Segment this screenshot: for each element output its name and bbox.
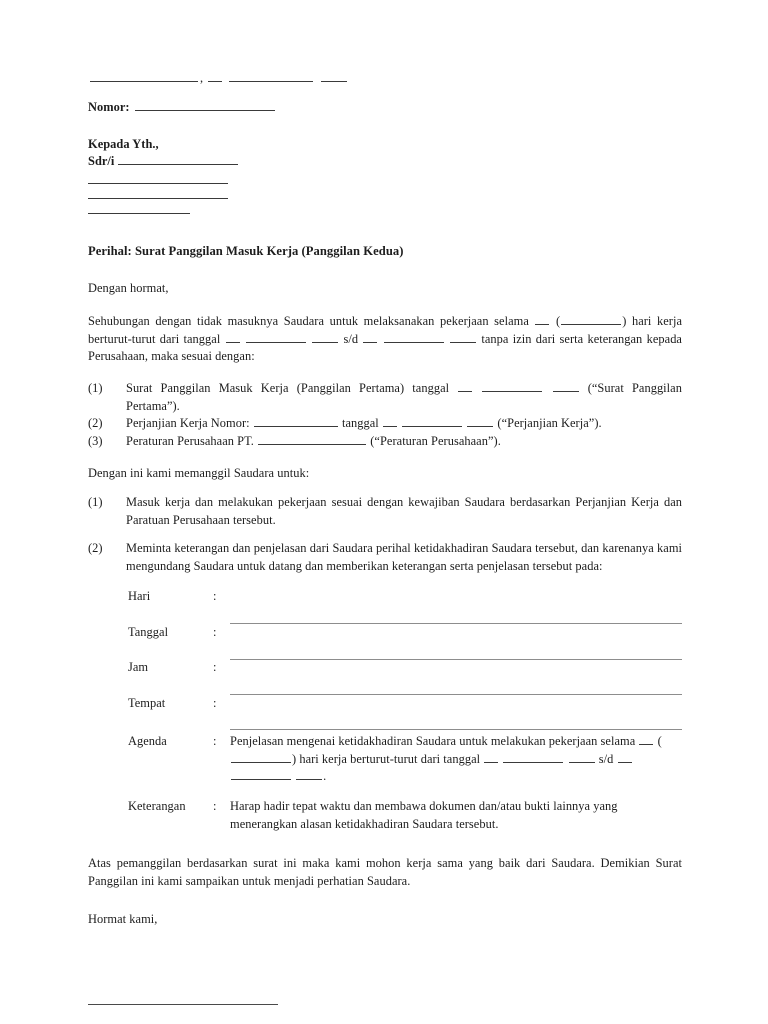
meeting-details-table [128, 588, 682, 833]
field-row-tanggal [128, 624, 682, 659]
field-label-keterangan: Keterangan [128, 799, 186, 814]
intro-to-year-blank [450, 332, 476, 343]
agenda-part-1: Penjelasan mengenai ketidakhadiran Saudara untuk melakukan pekerjaan selama [230, 734, 636, 749]
address-blank-line-1 [88, 183, 228, 184]
agenda-to-year-blank [296, 769, 322, 780]
agenda-to-month-blank [231, 769, 291, 780]
field-label-hari: Hari [128, 589, 151, 604]
field-colon-hari: : [213, 589, 217, 604]
reference-2-part-1: Perjanjian Kerja Nomor: [126, 416, 250, 431]
intro-to-month-blank [384, 332, 444, 343]
intro-from-day-blank [226, 332, 240, 343]
reference-index-3: (3) [88, 433, 103, 448]
reference-body-3 [126, 433, 682, 451]
month-blank [229, 71, 313, 82]
intro-paragraph: Sehubungan dengan tidak masuknya Saudara untuk melaksanakan pekerjaan selama ( ) hari kerja berturut-turut dari tanggal s/d tanpa izin dari serta keterangan kepada Perusahaan, maka sesuai dengan: [88, 314, 682, 364]
reference-body-1 [126, 380, 682, 415]
agenda-from-day-blank [484, 752, 498, 763]
reference-item-1 [88, 380, 682, 415]
field-row-tempat [128, 695, 682, 730]
address-blank-line-3 [88, 213, 190, 214]
intro-to-day-blank [363, 332, 377, 343]
closing-paragraph: Atas pemanggilan berdasarkan surat ini maka kami mohon kerja sama yang baik dari Saudara. Demikian Surat Panggilan ini kami sampaikan untuk menjadi perhatian Saudara. [88, 856, 682, 888]
intro-days-words-blank [561, 314, 621, 325]
agenda-to-day-blank [618, 752, 632, 763]
demand-index-2: (2) [88, 541, 103, 556]
reference-1-day-blank [458, 381, 472, 392]
intro-part-2: hari kerja berturut-turut dari tanggal [88, 314, 682, 346]
field-value-keterangan: Harap hadir tepat waktu dan membawa dokumen dan/atau bukti lainnya yang menerangkan alasan ketidakhadiran Saudara tersebut. [230, 799, 618, 831]
intro-part-1: Sehubungan dengan tidak masuknya Saudara untuk melaksanakan pekerjaan selama [88, 314, 529, 329]
kepada-label: Kepada Yth., [88, 137, 159, 151]
reference-2-year-blank [467, 416, 493, 427]
intro-part-4: tanpa izin dari serta keterangan kepada Perusahaan, maka sesuai dengan: [88, 331, 682, 364]
sdr-blank [118, 153, 238, 164]
agenda-days-words-blank [231, 752, 291, 763]
reference-index-2: (2) [88, 416, 103, 431]
field-row-hari [128, 588, 682, 623]
agenda-part-2: ) hari kerja berturut-turut dari tanggal [292, 751, 481, 766]
date-comma: , [200, 71, 204, 85]
reference-body-2 [126, 415, 682, 433]
call-intro: Dengan ini kami memanggil Saudara untuk: [88, 465, 310, 480]
field-label-tempat: Tempat [128, 695, 166, 710]
letter-body [88, 70, 682, 1005]
reference-3-part-1: Peraturan Perusahaan PT. [126, 433, 254, 448]
field-row-jam [128, 659, 682, 694]
demand-item-1 [88, 494, 682, 529]
reference-index-1: (1) [88, 381, 103, 396]
demand-text-2: Meminta keterangan dan penjelasan dari Saudara perihal ketidakhadiran Saudara tersebut, dan karenanya kami mengundang Saudara untuk datang dan memberikan keterangan serta penjelasan tersebut pada: [126, 541, 682, 573]
address-blank-line-2 [88, 198, 228, 199]
subject-text: Surat Panggilan Masuk Kerja (Panggilan Kedua) [134, 244, 404, 258]
reference-3-part-2: (“Peraturan Perusahaan”). [370, 433, 501, 448]
year-blank [321, 71, 347, 82]
agenda-from-year-blank [569, 752, 595, 763]
nomor-label: Nomor: [88, 99, 130, 114]
field-label-tanggal: Tanggal [128, 624, 169, 639]
field-label-agenda: Agenda [128, 733, 167, 748]
field-label-jam: Jam [128, 660, 149, 675]
sdr-label: Sdr/i [88, 153, 115, 168]
field-colon-tanggal: : [213, 624, 217, 639]
reference-item-3 [88, 433, 682, 451]
reference-list [88, 380, 682, 450]
agenda-days-blank [639, 734, 653, 745]
reference-2-number-blank [254, 416, 338, 427]
reference-1-year-blank [553, 381, 579, 392]
reference-1-month-blank [482, 381, 542, 392]
intro-from-year-blank [312, 332, 338, 343]
field-colon-keterangan: : [213, 799, 217, 814]
subject-prefix: Perihal: [88, 244, 132, 258]
intro-part-3: s/d [343, 331, 359, 346]
demand-list [88, 494, 682, 575]
regards-line: Hormat kami, [88, 912, 158, 927]
field-value-jam[interactable] [230, 659, 682, 694]
field-value-tanggal[interactable] [230, 624, 682, 659]
field-colon-jam: : [213, 660, 217, 675]
reference-2-part-3: (“Perjanjian Kerja”). [497, 416, 602, 431]
field-value-agenda: Penjelasan mengenai ketidakhadiran Saudara untuk melakukan pekerjaan selama () hari kerja berturut-turut dari tanggal s/d . [230, 734, 662, 784]
signature-line [88, 1004, 278, 1005]
subject-line [88, 243, 682, 260]
demand-index-1: (1) [88, 495, 103, 509]
salutation: Dengan hormat, [88, 280, 169, 295]
reference-1-part-1: Surat Panggilan Masuk Kerja (Panggilan Pertama) tanggal [126, 381, 450, 396]
reference-1-part-2: (“Surat Panggilan Pertama”). [126, 381, 682, 413]
field-value-tempat[interactable] [230, 695, 682, 730]
agenda-part-3: s/d [598, 751, 614, 766]
demand-item-2 [88, 540, 682, 575]
reference-2-day-blank [383, 416, 397, 427]
date-place-line [88, 70, 682, 87]
reference-3-company-blank [258, 434, 366, 445]
field-colon-agenda: : [213, 733, 217, 748]
nomor-blank [135, 99, 275, 110]
field-value-hari[interactable] [230, 588, 682, 623]
field-colon-tempat: : [213, 695, 217, 710]
sdr-row [88, 153, 682, 170]
place-blank [90, 71, 198, 82]
reference-item-2 [88, 415, 682, 433]
demand-text-1: Masuk kerja dan melakukan pekerjaan sesuai dengan kewajiban Saudara berdasarkan Perjanjian Kerja dan Paratuan Perusahaan tersebut. [126, 495, 682, 527]
intro-from-month-blank [246, 332, 306, 343]
reference-2-part-2: tanggal [341, 416, 379, 431]
nomor-row [88, 99, 682, 116]
intro-days-blank [535, 314, 549, 325]
reference-2-month-blank [402, 416, 462, 427]
field-row-agenda [128, 730, 682, 796]
field-row-keterangan [128, 795, 682, 833]
agenda-from-month-blank [503, 752, 563, 763]
day-blank [208, 71, 222, 82]
